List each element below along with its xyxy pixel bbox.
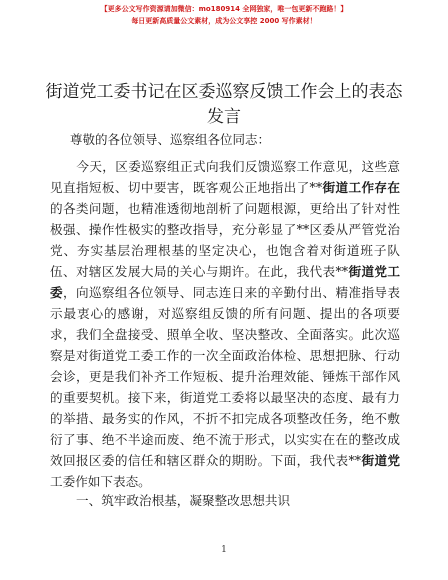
document-title: 街道党工委书记在区委巡察反馈工作会上的表态发言 xyxy=(45,82,403,127)
banner-line-2: 每日更新高质量公文素材，成为公文享控 2000 写作素材！ xyxy=(131,17,317,25)
paragraph-text-1: 今天，区委巡察组正式向我们反馈巡察工作意见，这些意见直指短板、切中要害，既客观公正地指出了** xyxy=(50,159,400,195)
paragraph-text-3: ，向巡察组各位领导、同志连日来的辛勤付出、精准指导表示最衷心的感谢，对巡察组反馈的所有问题、提出的各项要求，我们全盘接受、照单全收、坚决整改、全面落实。此次巡察是对街道党工委工作的一次全面政治体检、思想把脉、行动会诊，更是我们补齐工作短板、提升治理效能、锤炼干部作风的重要契机。接下来，街道党工委将以最坚决的态度、最有力的举措、最务实的作风，不折不扣完成各项整改任务，绝不敷衍了事、绝不半途而废、绝不流于形式，以实实在在的整改成效回报区委的信任和辖区群众的期盼。下面，我代表** xyxy=(50,285,401,468)
paragraph-bold-4: 街道党 xyxy=(361,453,401,468)
header-banner xyxy=(0,3,448,27)
paragraph-bold-1: 街道工作存在 xyxy=(322,180,401,195)
salutation: 尊敬的各位领导、巡察组各位同志： xyxy=(70,132,271,147)
paragraph-bold-3: 委 xyxy=(50,285,63,300)
section-heading: 一、筑牢政治根基，凝聚整改思想共识 xyxy=(76,493,291,508)
paragraph-text-2: 的各类问题，也精准透彻地剖析了问题根源，更给出了针对性极强、操作性极实的整改指导，充分彰显了**区委从严管党治党、夯实基层治理根基的坚定决心，也饱含着对街道班子队伍、对辖区发展大局的关心与期许。在此，我代表** xyxy=(50,201,400,279)
paragraph-text-4: 工委作如下表态。 xyxy=(50,474,151,489)
page-number: 1 xyxy=(221,545,227,555)
paragraph-bold-2: 街道党工 xyxy=(348,264,401,279)
body-paragraph xyxy=(50,156,400,492)
banner-line-1: 【更多公文写作资源请加微信：mo180914 全网独家，唯一包更新不跑路！】 xyxy=(100,5,348,13)
